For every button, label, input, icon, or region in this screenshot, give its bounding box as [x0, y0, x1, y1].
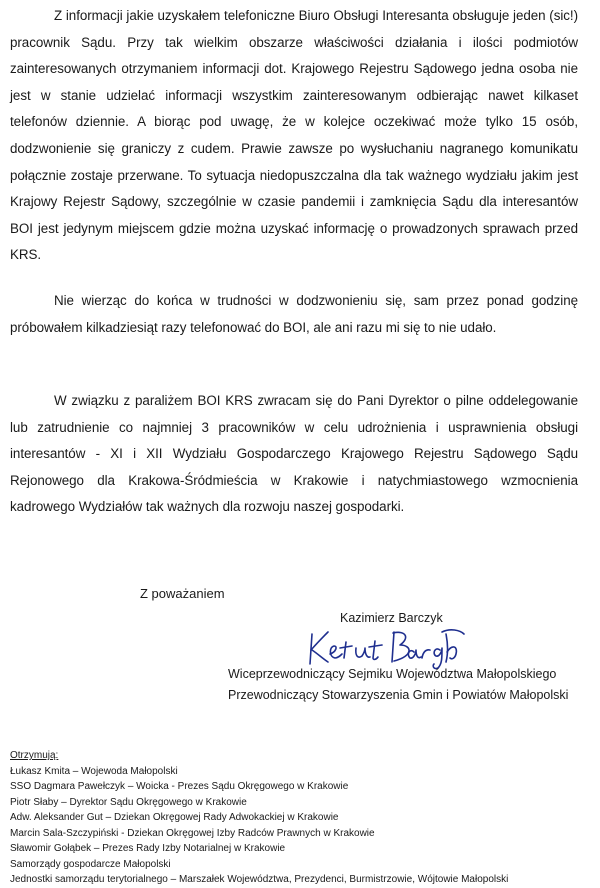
signer-name: Kazimierz Barczyk — [340, 611, 443, 625]
recipient-item: Łukasz Kmita – Wojewoda Małopolski — [10, 765, 178, 777]
recipient-item: Adw. Aleksander Gut – Dziekan Okręgowej Rady Adwokackiej w Krakowie — [10, 812, 339, 823]
recipient-item: Sławomir Gołąbek – Prezes Rady Izby Notarialnej w Krakowie — [10, 843, 286, 854]
signer-title-block — [228, 664, 568, 706]
body-paragraph-2: Nie wierząc do końca w trudności w dodzwonieniu się, sam przez ponad godzinę próbowałem kilkadziesiąt razy telefonować do BOI, ale ani razu mi się to nie udało. — [10, 293, 578, 335]
signer-title-line-1: Wiceprzewodniczący Sejmiku Województwa Małopolskiego — [228, 667, 557, 681]
recipients-list — [10, 764, 508, 888]
recipient-item: Marcin Sala-Szczypiński - Dziekan Okręgowej Izby Radców Prawnych w Krakowie — [10, 827, 375, 839]
recipient-item: SSO Dagmara Pawełczyk – Woicka - Prezes Sądu Okręgowego w Krakowie — [10, 781, 349, 792]
recipient-item: Samorządy gospodarcze Małopolski — [10, 858, 171, 870]
recipients-heading: Otrzymują: — [10, 750, 59, 761]
body-paragraph-3: W związku z paraliżem BOI KRS zwracam się do Pani Dyrektor o pilne oddelegowanie lub zatrudnienie co najmniej 3 pracowników w celu udrożnienia i usprawnienia obsługi interesantów - XI i XII Wydziału Gospodarczego Krajowego Rejestru Sądowego Sądu Rejonowego dla Krakowa-Śródmieścia w Krakowie i natychmiastowego wzmocnienia kadrowego Wydziałów tak ważnych dla rozwoju naszej gospodarki. — [10, 393, 578, 515]
recipient-item: Jednostki samorządu terytorialnego – Marszałek Województwa, Prezydenci, Burmistrzowie, Wójtowie Małopolski — [10, 874, 509, 885]
closing-salutation: Z poważaniem — [140, 586, 225, 601]
recipients-list-block — [10, 748, 508, 888]
body-paragraph-1: Z informacji jakie uzyskałem telefoniczne Biuro Obsługi Interesanta obsługuje jeden (sic!) pracownik Sądu. Przy tak wielkim obszarze właściwości działania i ilości podmiotów zainteresowanych otrzymaniem informacji dot. Krajowego Rejestru Sądowego jedna osoba nie jest w stanie udzielać informacji wszystkim zainteresowanym odbierając nawet kilkaset telefonów dziennie. A biorąc pod uwagę, że w kolejce oczekiwać może tylko 15 osób, dodzwonienie się graniczy z cudem. Prawie zawsze po wysłuchaniu nagranego komunikatu połącznie zostaje przerwane. To sytuacja niedopuszczalna dla tak ważnego wydziału jakim jest Krajowy Rejestr Sądowy, szczególnie w czasie pandemii i zamknięcia Sądu dla interesantów BOI jest jedynym miejscem gdzie można uzyskać informację o prowadzonych sprawach przed KRS. — [10, 8, 578, 263]
signer-title-line-2: Przewodniczący Stowarzyszenia Gmin i Powiatów Małopolski — [228, 688, 569, 702]
recipient-item: Piotr Słaby – Dyrektor Sądu Okręgowego w Krakowie — [10, 796, 247, 808]
